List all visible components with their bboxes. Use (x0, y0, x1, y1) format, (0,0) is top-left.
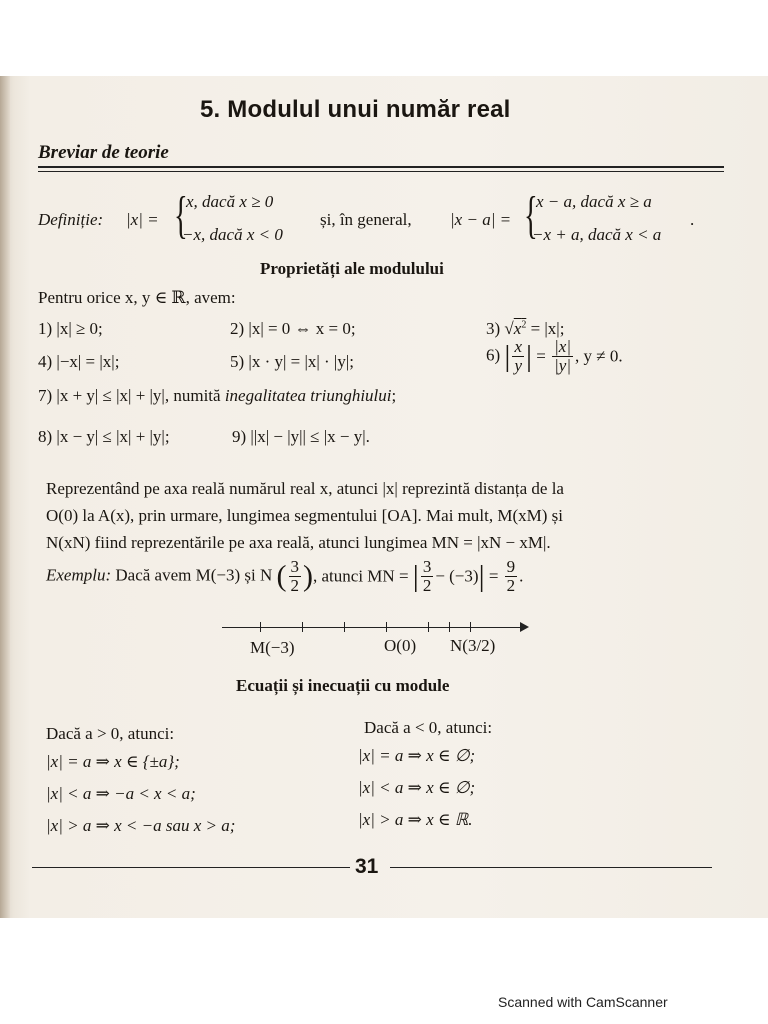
left-condition: Dacă a > 0, atunci: (46, 724, 175, 743)
definition-label: Definiție: (38, 210, 104, 229)
definition-case-4: −x + a, dacă x < a (532, 225, 662, 244)
property-5: 5) |x · y| = |x| · |y|; (230, 352, 354, 371)
section-heading: Breviar de teorie (38, 142, 169, 163)
property-3-rest: = |x|; (530, 319, 565, 338)
scanner-watermark: Scanned with CamScanner (498, 994, 668, 1010)
right-condition: Dacă a < 0, atunci: (364, 718, 493, 737)
axis-label-o: O(0) (384, 636, 417, 655)
property-7 (38, 386, 396, 406)
axis-label-n: N(3/2) (450, 636, 496, 655)
property-8: 8) |x − y| ≤ |x| + |y|; (38, 427, 170, 446)
definition-lhs: |x| = (126, 210, 159, 229)
example-equals: = (488, 566, 499, 586)
properties-heading: Proprietăți ale modulului (260, 259, 444, 278)
example-text-3: − (−3) (435, 566, 479, 586)
footer-rule-right (390, 867, 712, 868)
left-equation-2: |x| < a ⇒ −a < x < a; (46, 784, 196, 803)
property-3 (486, 319, 564, 339)
property-7-end: ; (391, 386, 397, 405)
definition-end: . (690, 210, 695, 229)
property-6-condition: , y ≠ 0. (575, 346, 623, 366)
axis-tick (386, 622, 387, 632)
axis-tick (344, 622, 345, 632)
property-3-label: 3) (486, 319, 501, 338)
definition-case-1: x, dacă x ≥ 0 (186, 192, 274, 211)
property-6: 6) | $\frac{x}{y}$ | = $\frac{|x|}{|y|}$ , y ≠ 0. (486, 337, 623, 375)
definition-case-3: x − a, dacă x ≥ a (536, 192, 652, 211)
footer-rule-left (32, 867, 350, 868)
definition-case-2: −x, dacă x < 0 (182, 225, 283, 244)
axis-label-m: M(−3) (250, 638, 295, 657)
heading-rule-thin (38, 171, 724, 172)
axis-tick (260, 622, 261, 632)
property-1: 1) |x| ≥ 0; (38, 319, 103, 338)
paragraph-line-3: N(xN) fiind reprezentările pe axa reală, atunci lungimea MN = |xN − xM|. (46, 533, 551, 552)
definition-connector: și, în general, (320, 210, 412, 229)
paragraph-line-2: O(0) la A(x), prin urmare, lungimea segmentului [OA]. Mai mult, M(xM) și (46, 506, 563, 525)
brace-symbol-2: { (524, 187, 538, 244)
definition-lhs-2: |x − a| = (450, 210, 512, 229)
fraction-absx-over-absy: $\frac{|x|}{|y|}$ (554, 337, 571, 375)
right-equation-2: |x| < a ⇒ x ∈ ∅; (358, 778, 476, 797)
left-equation-1: |x| = a ⇒ x ∈ {±a}; (46, 752, 180, 771)
axis-arrow-icon (520, 622, 529, 632)
axis-tick (302, 622, 303, 632)
left-equation-3: |x| > a ⇒ x < −a sau x > a; (46, 816, 236, 835)
property-2: 2) |x| = 0 ⇔ x = 0; (230, 319, 356, 338)
page-number: 31 (355, 855, 379, 878)
fraction-9-over-2: $\frac{9}{2}$ (506, 557, 516, 595)
fraction-x-over-y: $\frac{x}{y}$ (514, 337, 522, 375)
property-7-formula: 7) |x + y| ≤ |x| + |y|, (38, 386, 170, 405)
properties-intro: Pentru orice x, y ∈ ℝ, avem: (38, 288, 236, 307)
book-page (0, 76, 768, 918)
example-end: . (519, 566, 524, 586)
equations-heading: Ecuații și inecuații cu module (236, 676, 450, 695)
fraction-3-over-2-b: $\frac{3}{2}$ (422, 557, 432, 595)
example-label: Exemplu: (46, 565, 112, 585)
right-equation-3: |x| > a ⇒ x ∈ ℝ. (358, 810, 473, 829)
property-7-pre: numită (173, 386, 225, 405)
axis-tick (449, 622, 450, 632)
fraction-3-over-2: $\frac{3}{2}$ (290, 557, 300, 595)
property-7-name: inegalitatea triunghiului (224, 386, 392, 405)
heading-rule-thick (38, 166, 724, 168)
example-text-2: , atunci MN = (313, 566, 409, 586)
example-text-1: Dacă avem M(−3) și N (115, 565, 273, 585)
property-4: 4) |−x| = |x|; (38, 352, 120, 371)
page-title: 5. Modulul unui număr real (200, 96, 511, 123)
paragraph-line-1: Reprezentând pe axa reală numărul real x, atunci |x| reprezintă distanța de la (46, 479, 564, 498)
axis-tick (470, 622, 471, 632)
sqrt-symbol: $√x^2$ (504, 319, 527, 338)
example-line: Exemplu: Dacă avem M(−3) și N ( $\frac{3}{2}$ ), atunci MN = | $\frac{3}{2}$ − (−3)| = $\frac{9}{2}$ . (46, 557, 524, 595)
property-6-label: 6) (486, 345, 501, 365)
brace-symbol: { (174, 187, 188, 244)
number-axis (222, 627, 522, 628)
property-9: 9) ||x| − |y|| ≤ |x − y|. (232, 427, 370, 446)
right-equation-1: |x| = a ⇒ x ∈ ∅; (358, 746, 476, 765)
axis-tick (428, 622, 429, 632)
